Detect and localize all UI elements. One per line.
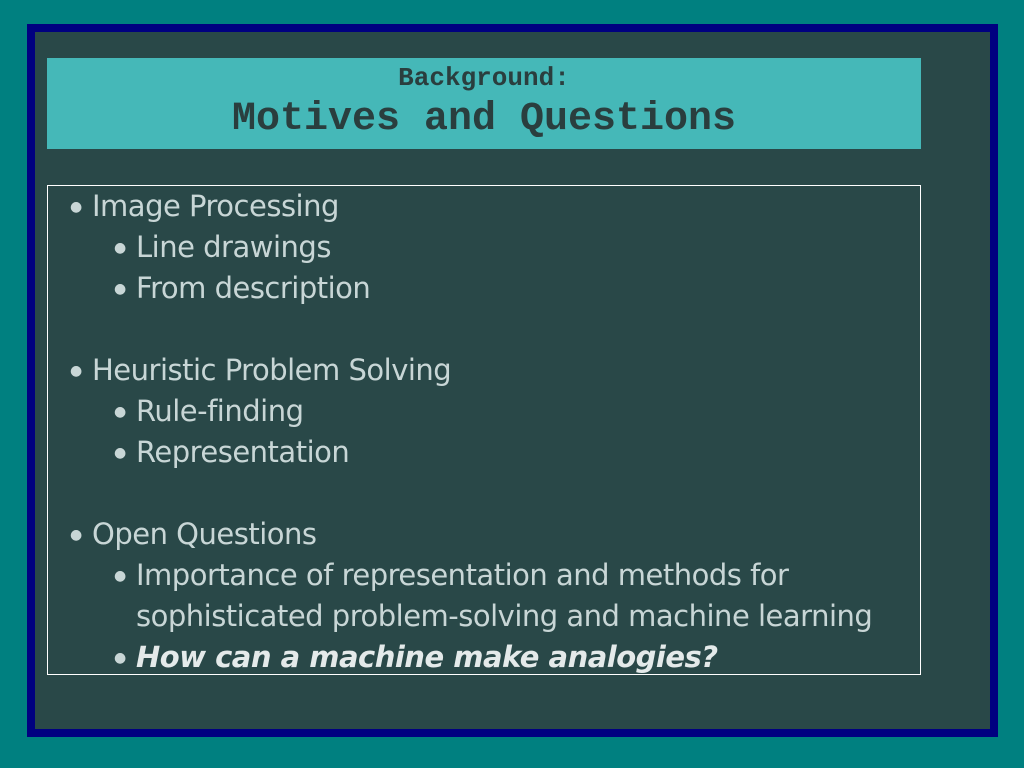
- list-item-text: sophisticated problem-solving and machine learning: [136, 599, 873, 633]
- bullet-icon: ●: [114, 568, 126, 584]
- list-item-heuristic-problem-solving: [70, 350, 872, 391]
- list-spacer: [48, 309, 872, 350]
- list-item-text: Image Processing: [92, 189, 339, 223]
- list-item-image-processing: [70, 186, 872, 227]
- list-item-text: Rule-finding: [136, 394, 304, 428]
- bullet-icon: ●: [114, 404, 126, 420]
- list-item-text: Heuristic Problem Solving: [92, 353, 452, 387]
- content-box: [47, 185, 921, 675]
- list-subitem-line-drawings: [114, 227, 872, 268]
- list-subitem-analogies-question: [114, 637, 872, 678]
- list-item-text: How can a machine make analogies?: [136, 640, 718, 674]
- list-item-text: Representation: [136, 435, 350, 469]
- bullet-icon: ●: [114, 281, 126, 297]
- slide-title: Motives and Questions: [231, 97, 737, 142]
- bullet-icon: ●: [70, 363, 82, 379]
- list-subitem-rule-finding: [114, 391, 872, 432]
- bullet-icon: ●: [70, 199, 82, 215]
- bullet-icon: ●: [114, 650, 126, 666]
- list-spacer: [48, 473, 872, 514]
- list-subitem-representation: [114, 432, 872, 473]
- list-item-text: Importance of representation and methods for: [136, 558, 789, 592]
- list-subitem-continuation: [136, 596, 872, 637]
- list-item-text: Line drawings: [136, 230, 331, 264]
- title-box: [47, 58, 921, 149]
- bullet-list: [48, 186, 872, 678]
- list-subitem-from-description: [114, 268, 872, 309]
- slide-subtitle: Background:: [398, 63, 570, 93]
- bullet-icon: ●: [114, 445, 126, 461]
- list-subitem-importance-of-representation: [114, 555, 872, 596]
- bullet-icon: ●: [114, 240, 126, 256]
- list-item-text: Open Questions: [92, 517, 317, 551]
- list-item-open-questions: [70, 514, 872, 555]
- list-item-text: From description: [136, 271, 371, 305]
- bullet-icon: ●: [70, 527, 82, 543]
